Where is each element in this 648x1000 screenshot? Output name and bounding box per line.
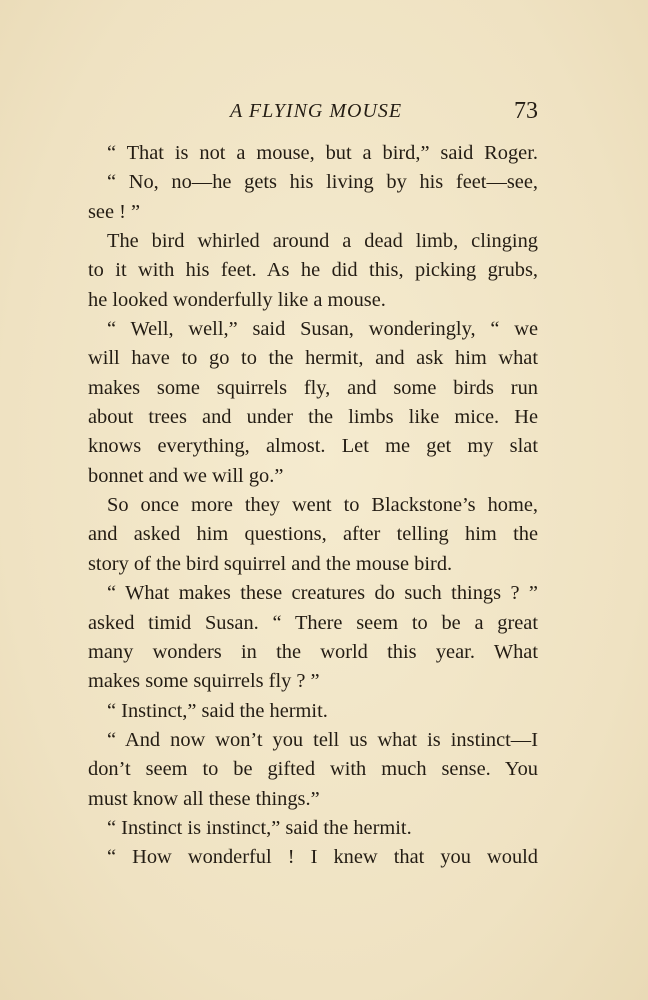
text-line: “ That is not a mouse, but a bird,” said Roger.: [107, 142, 538, 164]
text-line: see ! ”: [88, 200, 141, 223]
text-line: and asked him questions, after telling him the: [88, 523, 538, 546]
text-line: “ What makes these creatures do such things ? ”: [107, 582, 538, 605]
body-text: [88, 139, 538, 873]
text-line: many wonders in the world this year. What: [88, 640, 538, 663]
text-line: knows everything, almost. Let me get my slat: [88, 435, 538, 458]
running-head: [88, 98, 538, 128]
text-line: must know all these things.”: [88, 787, 320, 810]
text-line: asked timid Susan. “ There seem to be a great: [88, 611, 538, 634]
text-line: about trees and under the limbs like mice. He: [88, 406, 538, 429]
text-line: makes some squirrels fly ? ”: [88, 670, 320, 693]
text-line: “ Instinct,” said the hermit.: [107, 699, 328, 722]
text-line: story of the bird squirrel and the mouse bird.: [88, 552, 453, 575]
text-line: “ No, no—he gets his living by his feet—see,: [107, 171, 538, 194]
text-line: The bird whirled around a dead limb, clinging: [107, 230, 538, 253]
text-line: “ How wonderful ! I knew that you would: [107, 846, 538, 869]
text-line: “ Instinct is instinct,” said the hermit.: [107, 816, 412, 839]
text-line: don’t seem to be gifted with much sense. You: [88, 758, 538, 781]
text-line: will have to go to the hermit, and ask him what: [88, 347, 538, 370]
text-line: “ And now won’t you tell us what is instinct—I: [107, 728, 538, 751]
text-line: bonnet and we will go.”: [88, 464, 284, 487]
text-line: makes some squirrels fly, and some birds run: [88, 376, 538, 399]
text-line: he looked wonderfully like a mouse.: [88, 288, 386, 311]
page-number: 73: [514, 98, 538, 124]
running-title: A FLYING MOUSE: [230, 100, 403, 122]
text-line: “ Well, well,” said Susan, wonderingly, “ we: [107, 318, 538, 341]
text-line: So once more they went to Blackstone’s home,: [107, 494, 538, 517]
text-line: to it with his feet. As he did this, picking grubs,: [88, 259, 538, 282]
